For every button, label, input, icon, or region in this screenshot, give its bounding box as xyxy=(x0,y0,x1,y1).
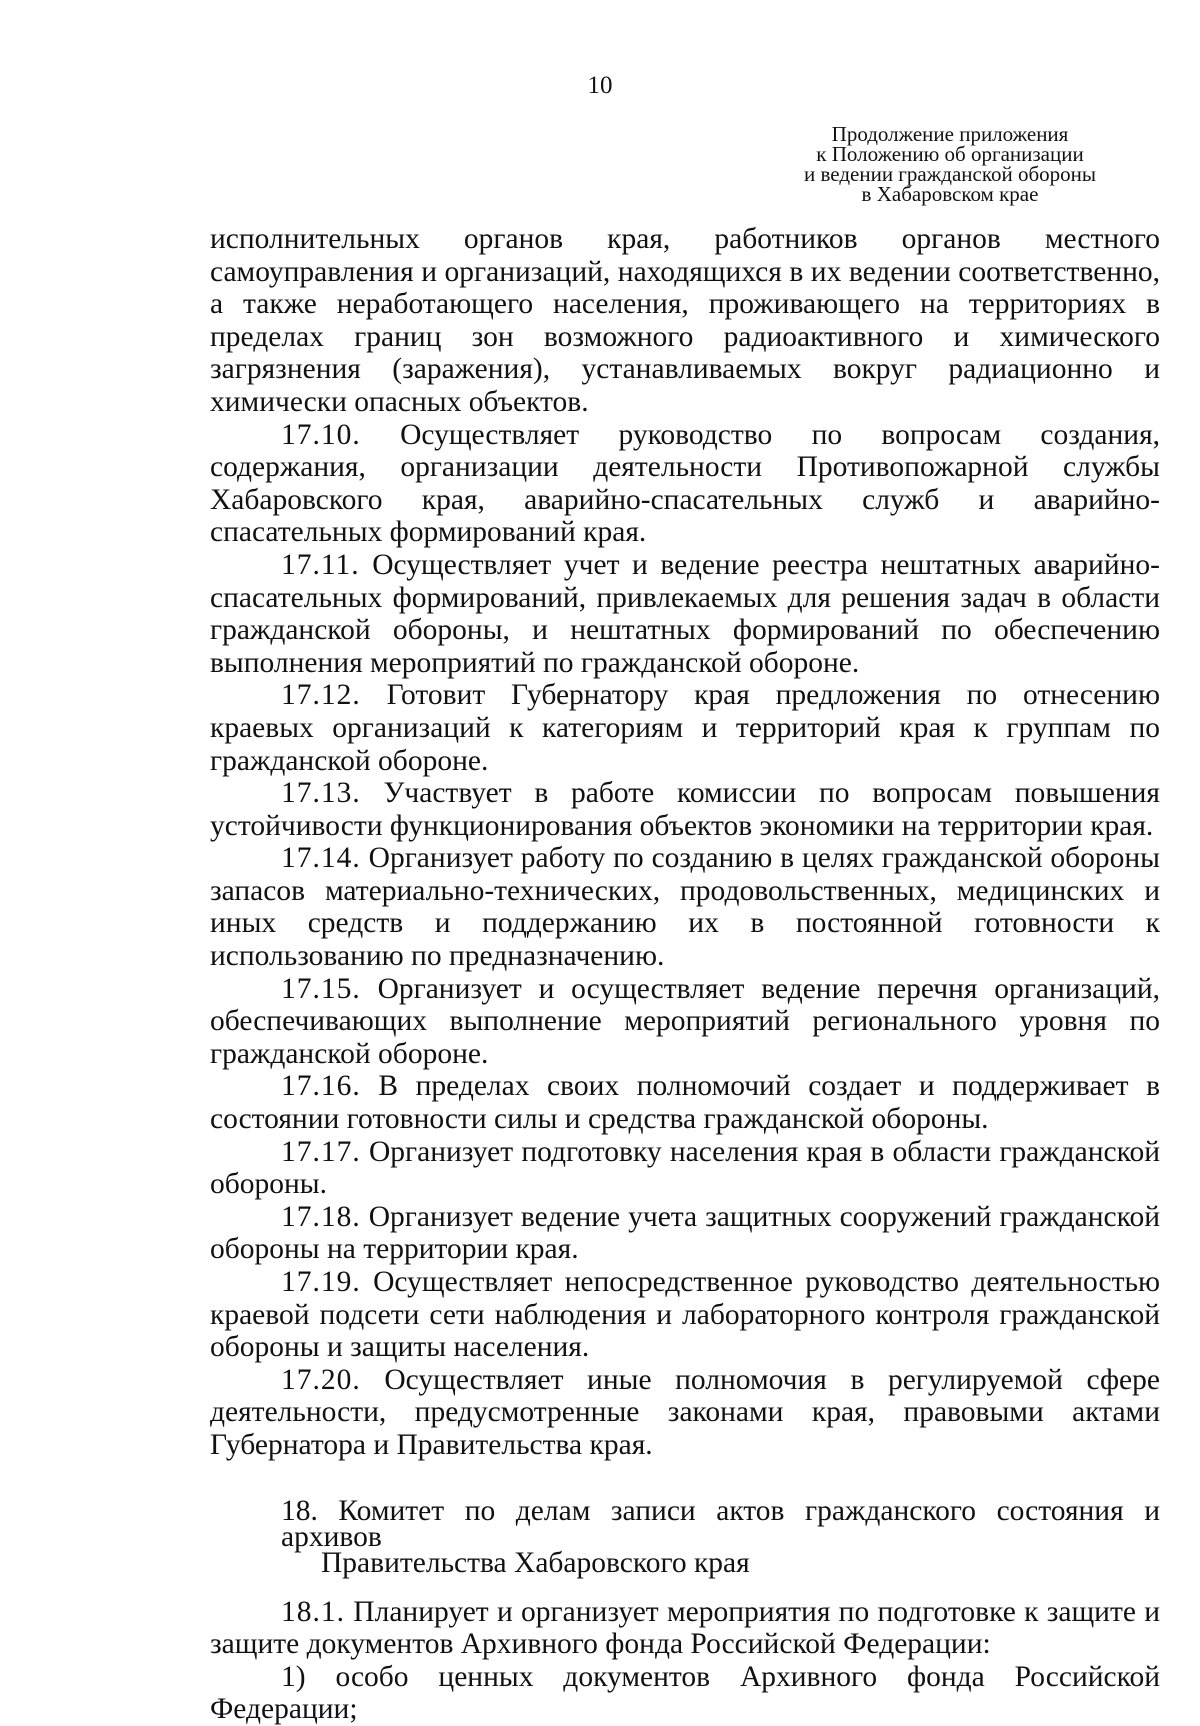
clause-text: Организует ведение учета защитных сооружений гражданской обороны на территории края. xyxy=(210,1200,1161,1266)
clause-text: Участвует в работе комиссии по вопросам повышения устойчивости функционирования объектов экономики на территории края. xyxy=(210,777,1160,842)
clause-number: 17.13. xyxy=(281,777,361,810)
clause-text: Осуществляет иные полномочия в регулируемой сфере деятельности, предусмотренные законами края, правовыми актами Губернатора и Правительства края. xyxy=(210,1363,1160,1461)
appendix-header-line: и ведении гражданской обороны xyxy=(804,162,1096,186)
clause-text: Готовит Губернатору края предложения по отнесению краевых организаций к категориям и территорий края к группам по гражданской обороне. xyxy=(210,679,1161,777)
clause-17-17 xyxy=(210,1136,1160,1201)
clause-text: Организует работу по созданию в целях гражданской обороны запасов материально-технических, продовольственных, медицинских и иных средств и поддержанию их в постоянной готовности к использованию по предназначению. xyxy=(210,842,1161,973)
clause-text: Организует и осуществляет ведение перечня организаций, обеспечивающих выполнение мероприятий регионального уровня по гражданской обороне. xyxy=(210,972,1161,1070)
clause-text: Организует подготовку населения края в области гражданской обороны. xyxy=(210,1135,1160,1201)
clause-number: 17.12. xyxy=(281,679,361,712)
clause-number: 17.15. xyxy=(281,972,361,1005)
clause-17-11 xyxy=(210,549,1160,679)
appendix-header xyxy=(750,124,1150,204)
clause-number: 17.17. xyxy=(281,1135,361,1168)
clause-number: 1) xyxy=(281,1660,306,1693)
clause-text: В пределах своих полномочий создает и поддерживает в состоянии готовности силы и средства гражданской обороны. xyxy=(210,1070,1161,1136)
clause-number: 17.11. xyxy=(281,548,360,581)
clause-17-14 xyxy=(210,842,1160,972)
clause-number: 17.14. xyxy=(281,842,361,875)
clause-text: Планирует и организует мероприятия по подготовке к защите и защите документов Архивного фонда Российской Федерации: xyxy=(210,1595,1160,1661)
section-title-line: Комитет по делам записи актов гражданского состояния и архивов xyxy=(281,1494,1160,1553)
clause-text: Осуществляет руководство по вопросам создания, содержания, организации деятельности Противопожарной службы Хабаровского края, аварийно-спасательных служб и аварийно-спасательных формирований края. xyxy=(210,418,1161,549)
clause-17-10 xyxy=(210,419,1160,549)
clause-number: 17.18. xyxy=(281,1200,361,1233)
page-number: 10 xyxy=(587,72,613,99)
clause-text: особо ценных документов Архивного фонда Российской Федерации; xyxy=(210,1660,1161,1726)
clause-text: Осуществляет непосредственное руководство деятельностью краевой подсети сети наблюдения и лабораторного контроля гражданской обороны и защиты населения. xyxy=(210,1266,1160,1364)
clause-17-16 xyxy=(210,1070,1160,1135)
subclause-1 xyxy=(210,1661,1160,1726)
clause-17-15 xyxy=(210,973,1160,1071)
clause-17-18 xyxy=(210,1201,1160,1266)
clause-number: 17.10. xyxy=(281,418,361,451)
clause-number: 17.16. xyxy=(281,1070,361,1103)
intro-paragraph: исполнительных органов края, работников органов местного самоуправления и организаций, находящихся в их ведении соответственно, а также неработающего населения, проживающего на территориях в пределах границ зон возможного радиоактивного и химического загрязнения (заражения), устанавливаемых вокруг радиационно и химически опасных объектов. xyxy=(210,223,1160,418)
clause-number: 17.19. xyxy=(281,1266,361,1298)
clause-number: 18.1. xyxy=(281,1595,345,1628)
section-heading xyxy=(281,1494,1160,1579)
appendix-header-line: к Положению об организации xyxy=(816,142,1084,166)
clause-17-20 xyxy=(210,1364,1160,1462)
document-body xyxy=(210,223,1160,1726)
clause-17-19 xyxy=(210,1266,1160,1364)
clause-18-1 xyxy=(210,1596,1160,1661)
clause-number: 17.20. xyxy=(281,1363,361,1396)
section-number: 18. xyxy=(281,1494,318,1527)
appendix-header-line: Продолжение приложения xyxy=(831,122,1069,146)
clause-17-13 xyxy=(210,777,1160,842)
appendix-header-line: в Хабаровском крае xyxy=(861,182,1039,206)
section-title-line: Правительства Хабаровского края xyxy=(321,1546,750,1579)
clause-text: Осуществляет учет и ведение реестра нештатных аварийно-спасательных формирований, привлекаемых для решения задач в области гражданской обороны, и нештатных формирований по обеспечению выполнения мероприятий по гражданской обороне. xyxy=(210,548,1160,679)
clause-17-12 xyxy=(210,679,1160,777)
